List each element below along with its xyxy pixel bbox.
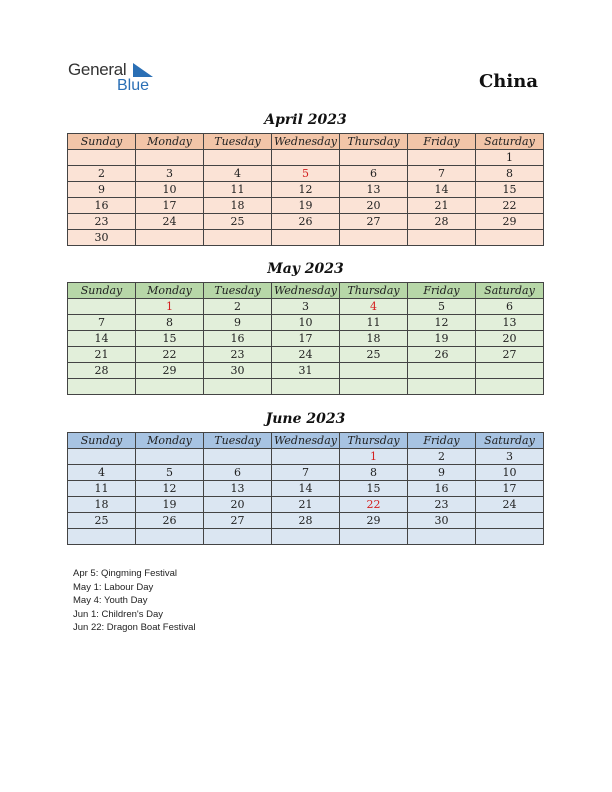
day-cell: 24 <box>272 347 340 363</box>
calendar-may <box>67 282 544 395</box>
day-cell: 13 <box>476 315 544 331</box>
day-cell: 20 <box>476 331 544 347</box>
weekday-header-friday: Friday <box>408 433 476 449</box>
weekday-header-tuesday: Tuesday <box>204 134 272 150</box>
month-title-june: June 2023 <box>265 411 346 427</box>
day-cell: 26 <box>272 214 340 230</box>
empty-day-cell <box>340 379 408 395</box>
holiday-day-cell: 22 <box>340 497 408 513</box>
empty-day-cell <box>476 379 544 395</box>
day-cell: 6 <box>476 299 544 315</box>
day-cell: 18 <box>68 497 136 513</box>
day-cell: 15 <box>136 331 204 347</box>
country-title: China <box>478 71 538 92</box>
day-cell: 25 <box>340 347 408 363</box>
weekday-header-tuesday: Tuesday <box>204 433 272 449</box>
empty-day-cell <box>272 150 340 166</box>
week-row <box>68 449 544 465</box>
day-cell: 27 <box>204 513 272 529</box>
empty-day-cell <box>408 529 476 545</box>
day-cell: 7 <box>68 315 136 331</box>
empty-day-cell <box>408 379 476 395</box>
day-cell: 7 <box>272 465 340 481</box>
day-cell: 27 <box>340 214 408 230</box>
week-row <box>68 214 544 230</box>
day-cell: 6 <box>204 465 272 481</box>
logo-word-blue: Blue <box>117 77 150 94</box>
empty-day-cell <box>340 230 408 246</box>
week-row <box>68 497 544 513</box>
week-row <box>68 182 544 198</box>
week-row <box>68 230 544 246</box>
day-cell: 13 <box>204 481 272 497</box>
day-cell: 20 <box>340 198 408 214</box>
weekday-header-wednesday: Wednesday <box>272 433 340 449</box>
day-cell: 8 <box>136 315 204 331</box>
day-cell: 8 <box>476 166 544 182</box>
day-cell: 17 <box>272 331 340 347</box>
generalblue-logo <box>68 60 168 96</box>
week-row <box>68 513 544 529</box>
week-row <box>68 198 544 214</box>
day-cell: 2 <box>204 299 272 315</box>
weekday-header-sunday: Sunday <box>68 134 136 150</box>
day-cell: 14 <box>272 481 340 497</box>
day-cell: 12 <box>136 481 204 497</box>
day-cell: 26 <box>136 513 204 529</box>
weekday-header-monday: Monday <box>136 134 204 150</box>
day-cell: 3 <box>136 166 204 182</box>
day-cell: 29 <box>136 363 204 379</box>
day-cell: 14 <box>408 182 476 198</box>
calendar-body <box>68 150 544 246</box>
day-cell: 28 <box>68 363 136 379</box>
day-cell: 18 <box>340 331 408 347</box>
day-cell: 30 <box>204 363 272 379</box>
day-cell: 12 <box>272 182 340 198</box>
empty-day-cell <box>340 363 408 379</box>
weekday-header-row <box>68 433 544 449</box>
holiday-item: May 1: Labour Day <box>73 581 154 593</box>
week-row <box>68 299 544 315</box>
week-row <box>68 166 544 182</box>
weekday-header-sunday: Sunday <box>68 283 136 299</box>
day-cell: 22 <box>136 347 204 363</box>
day-cell: 14 <box>68 331 136 347</box>
day-cell: 7 <box>408 166 476 182</box>
week-row <box>68 529 544 545</box>
empty-day-cell <box>204 150 272 166</box>
weekday-header-friday: Friday <box>408 134 476 150</box>
logo-flag-icon <box>133 63 153 77</box>
week-row <box>68 150 544 166</box>
weekday-header-thursday: Thursday <box>340 134 408 150</box>
day-cell: 24 <box>476 497 544 513</box>
logo-word-general: General <box>68 60 127 79</box>
day-cell: 24 <box>136 214 204 230</box>
day-cell: 3 <box>476 449 544 465</box>
holiday-item: Apr 5: Qingming Festival <box>73 568 178 579</box>
day-cell: 10 <box>272 315 340 331</box>
week-row <box>68 363 544 379</box>
day-cell: 19 <box>272 198 340 214</box>
day-cell: 5 <box>136 465 204 481</box>
empty-day-cell <box>136 230 204 246</box>
weekday-header-tuesday: Tuesday <box>204 283 272 299</box>
day-cell: 28 <box>272 513 340 529</box>
weekday-header-row <box>68 134 544 150</box>
weekday-header-friday: Friday <box>408 283 476 299</box>
day-cell: 18 <box>204 198 272 214</box>
holiday-day-cell: 1 <box>136 299 204 315</box>
week-row <box>68 315 544 331</box>
weekday-header-thursday: Thursday <box>340 283 408 299</box>
empty-day-cell <box>136 150 204 166</box>
day-cell: 16 <box>68 198 136 214</box>
day-cell: 2 <box>408 449 476 465</box>
day-cell: 27 <box>476 347 544 363</box>
day-cell: 10 <box>476 465 544 481</box>
empty-day-cell <box>204 379 272 395</box>
day-cell: 31 <box>272 363 340 379</box>
calendar-body <box>68 449 544 545</box>
day-cell: 8 <box>340 465 408 481</box>
day-cell: 21 <box>408 198 476 214</box>
holiday-list <box>73 567 196 635</box>
day-cell: 11 <box>340 315 408 331</box>
week-row <box>68 465 544 481</box>
weekday-header-saturday: Saturday <box>476 433 544 449</box>
day-cell: 30 <box>408 513 476 529</box>
day-cell: 1 <box>476 150 544 166</box>
holiday-item: May 4: Youth Day <box>73 595 148 607</box>
weekday-header-monday: Monday <box>136 283 204 299</box>
weekday-header-wednesday: Wednesday <box>272 283 340 299</box>
empty-day-cell <box>68 299 136 315</box>
day-cell: 22 <box>476 198 544 214</box>
weekday-header-thursday: Thursday <box>340 433 408 449</box>
day-cell: 25 <box>204 214 272 230</box>
day-cell: 9 <box>68 182 136 198</box>
empty-day-cell <box>340 150 408 166</box>
day-cell: 23 <box>68 214 136 230</box>
empty-day-cell <box>408 230 476 246</box>
weekday-header-wednesday: Wednesday <box>272 134 340 150</box>
empty-day-cell <box>476 529 544 545</box>
day-cell: 21 <box>68 347 136 363</box>
weekday-header-row <box>68 283 544 299</box>
day-cell: 29 <box>476 214 544 230</box>
day-cell: 16 <box>408 481 476 497</box>
holiday-item: Jun 1: Children's Day <box>73 608 163 620</box>
day-cell: 2 <box>68 166 136 182</box>
weekday-header-saturday: Saturday <box>476 283 544 299</box>
day-cell: 6 <box>340 166 408 182</box>
day-cell: 12 <box>408 315 476 331</box>
holiday-day-cell: 1 <box>340 449 408 465</box>
empty-day-cell <box>408 363 476 379</box>
month-title-may: May 2023 <box>267 261 344 277</box>
empty-day-cell <box>136 449 204 465</box>
empty-day-cell <box>272 449 340 465</box>
empty-day-cell <box>204 449 272 465</box>
empty-day-cell <box>476 363 544 379</box>
day-cell: 21 <box>272 497 340 513</box>
week-row <box>68 331 544 347</box>
empty-day-cell <box>476 230 544 246</box>
day-cell: 17 <box>476 481 544 497</box>
week-row <box>68 379 544 395</box>
day-cell: 23 <box>204 347 272 363</box>
day-cell: 19 <box>136 497 204 513</box>
empty-day-cell <box>204 529 272 545</box>
day-cell: 20 <box>204 497 272 513</box>
day-cell: 15 <box>476 182 544 198</box>
empty-day-cell <box>136 529 204 545</box>
day-cell: 30 <box>68 230 136 246</box>
week-row <box>68 481 544 497</box>
day-cell: 9 <box>408 465 476 481</box>
day-cell: 15 <box>340 481 408 497</box>
weekday-header-saturday: Saturday <box>476 134 544 150</box>
day-cell: 28 <box>408 214 476 230</box>
holiday-item: Jun 22: Dragon Boat Festival <box>73 622 196 634</box>
empty-day-cell <box>68 150 136 166</box>
day-cell: 17 <box>136 198 204 214</box>
day-cell: 4 <box>68 465 136 481</box>
empty-day-cell <box>408 150 476 166</box>
empty-day-cell <box>340 529 408 545</box>
calendar-body <box>68 299 544 395</box>
day-cell: 11 <box>68 481 136 497</box>
empty-day-cell <box>204 230 272 246</box>
empty-day-cell <box>272 379 340 395</box>
calendar-june <box>67 432 544 545</box>
day-cell: 19 <box>408 331 476 347</box>
week-row <box>68 347 544 363</box>
empty-day-cell <box>476 513 544 529</box>
day-cell: 9 <box>204 315 272 331</box>
empty-day-cell <box>68 529 136 545</box>
calendar-april <box>67 133 544 246</box>
empty-day-cell <box>136 379 204 395</box>
empty-day-cell <box>272 529 340 545</box>
day-cell: 16 <box>204 331 272 347</box>
empty-day-cell <box>272 230 340 246</box>
day-cell: 23 <box>408 497 476 513</box>
day-cell: 26 <box>408 347 476 363</box>
holiday-day-cell: 5 <box>272 166 340 182</box>
day-cell: 11 <box>204 182 272 198</box>
holiday-day-cell: 4 <box>340 299 408 315</box>
day-cell: 25 <box>68 513 136 529</box>
empty-day-cell <box>68 449 136 465</box>
empty-day-cell <box>68 379 136 395</box>
day-cell: 13 <box>340 182 408 198</box>
weekday-header-monday: Monday <box>136 433 204 449</box>
weekday-header-sunday: Sunday <box>68 433 136 449</box>
day-cell: 29 <box>340 513 408 529</box>
month-title-april: April 2023 <box>264 112 347 128</box>
day-cell: 10 <box>136 182 204 198</box>
day-cell: 3 <box>272 299 340 315</box>
day-cell: 5 <box>408 299 476 315</box>
day-cell: 4 <box>204 166 272 182</box>
